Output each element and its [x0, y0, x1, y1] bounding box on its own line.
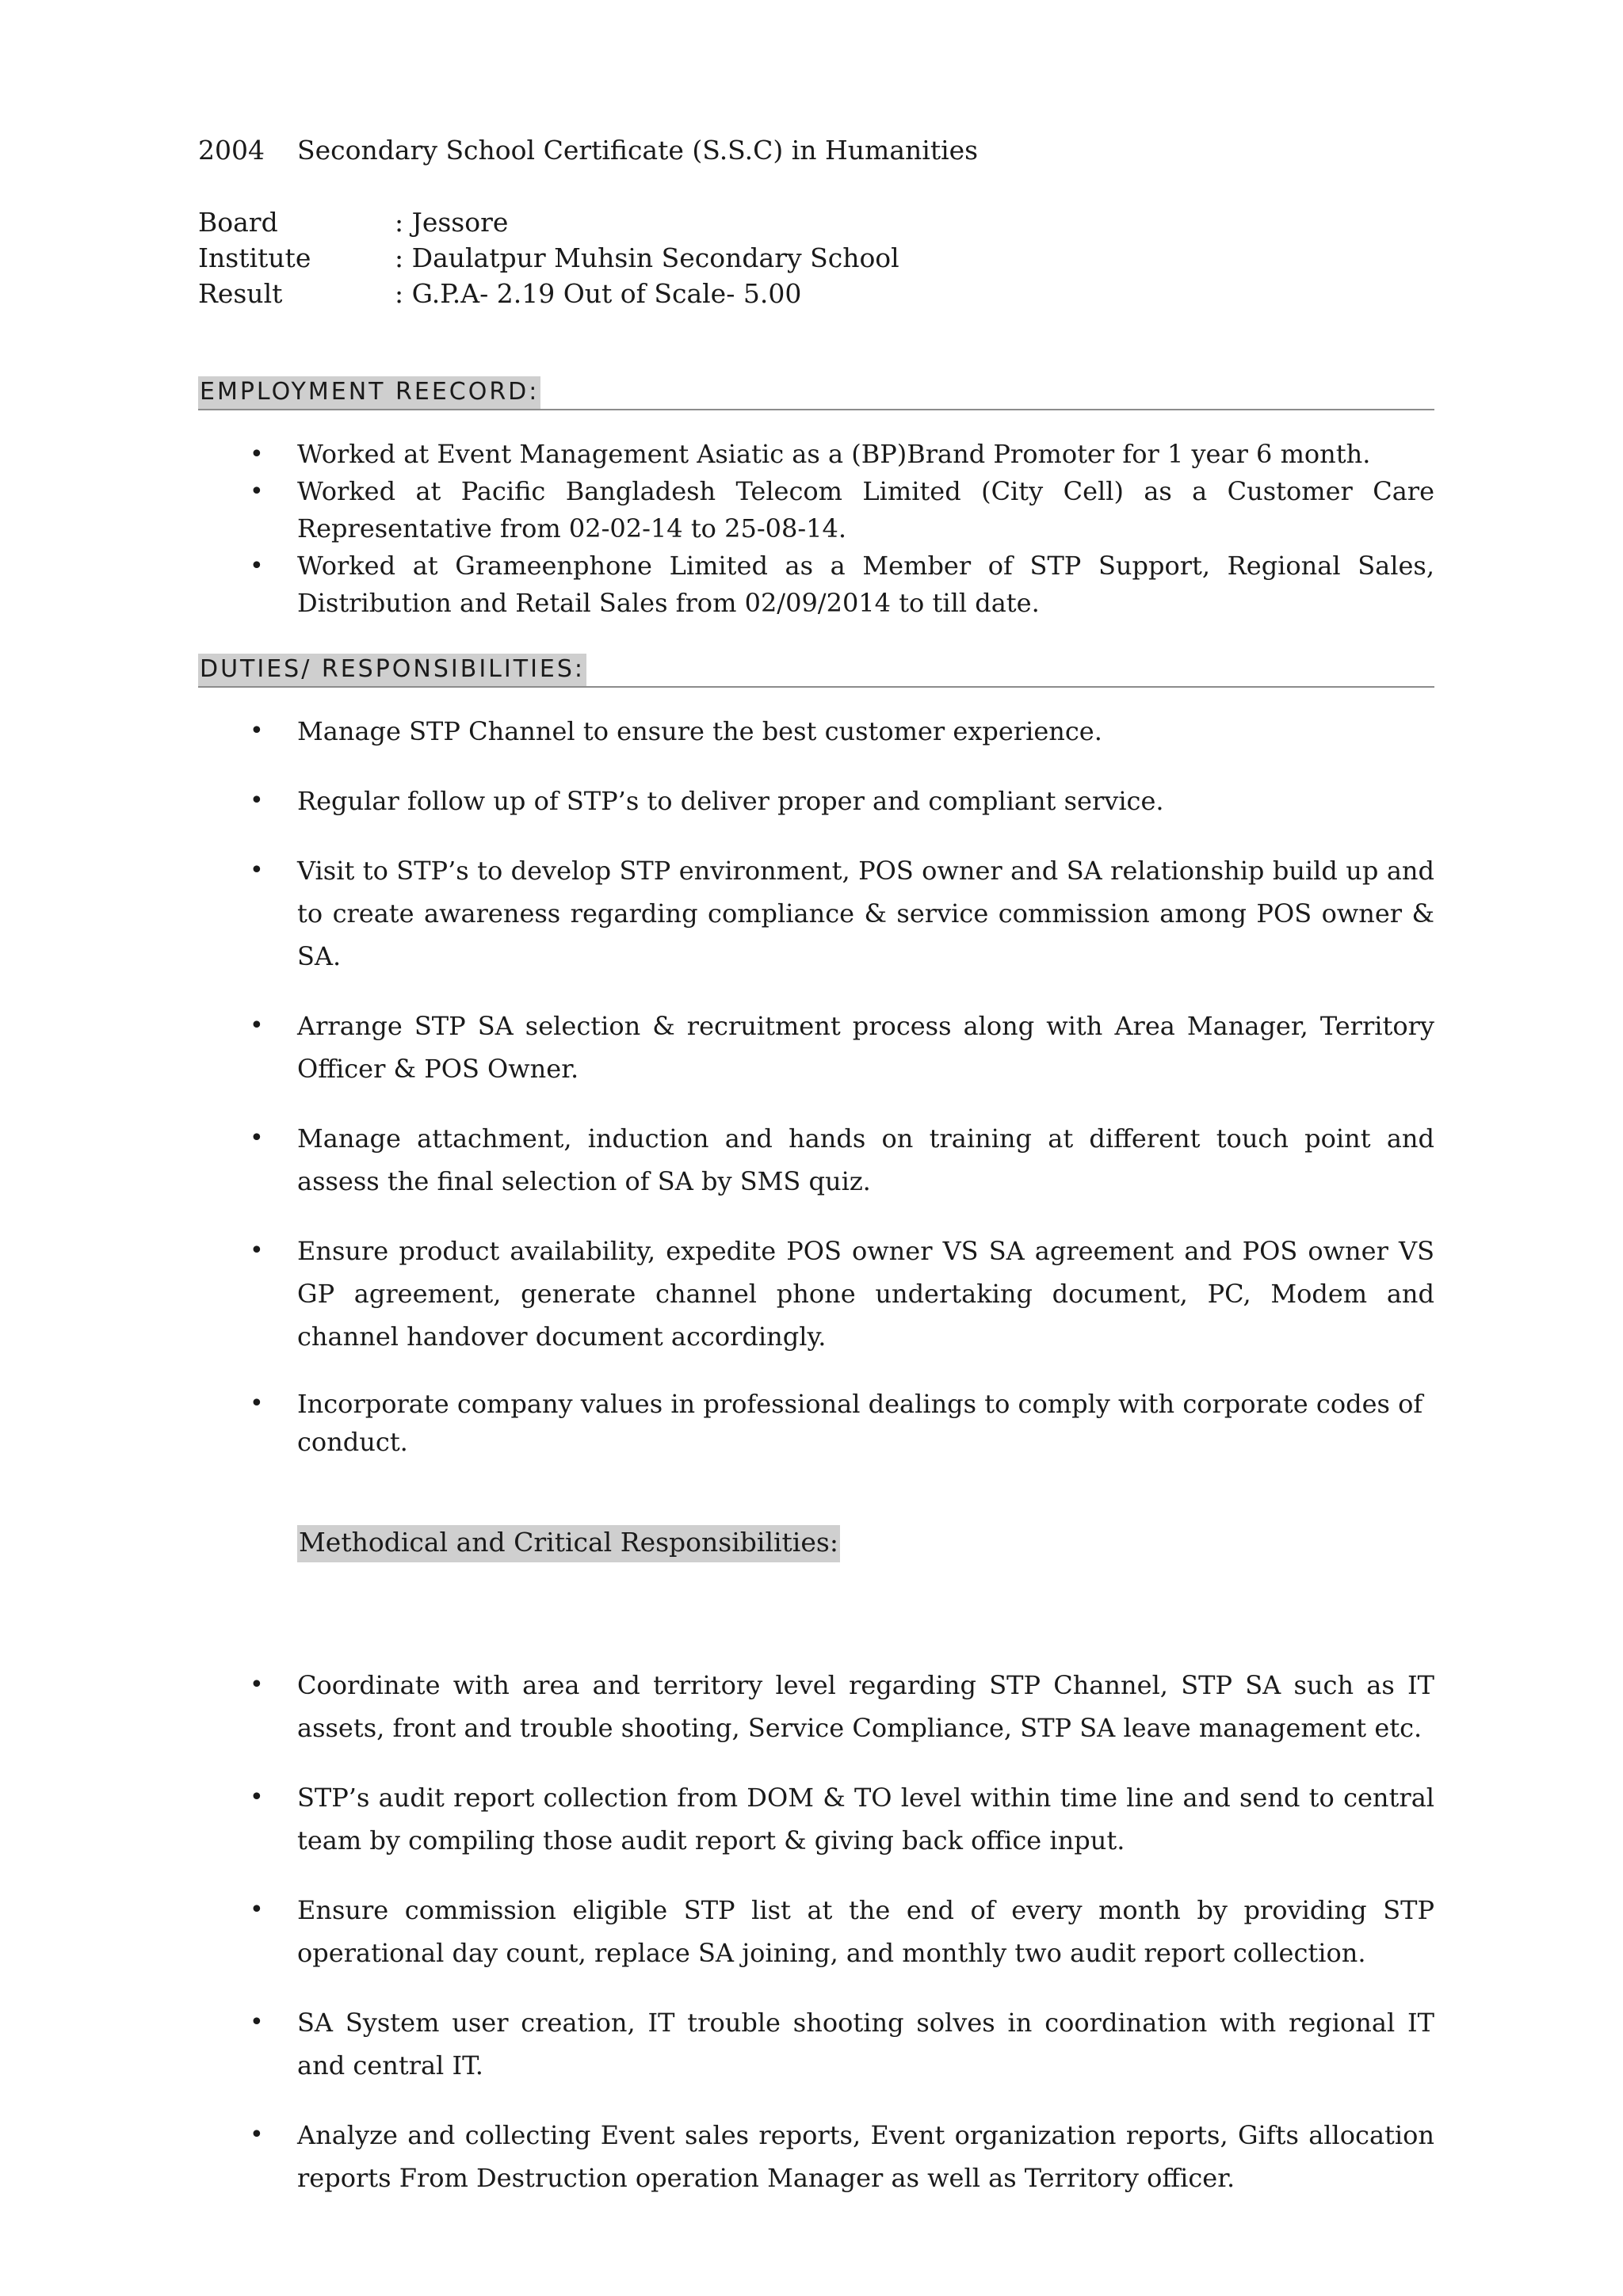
employment-heading-text: EMPLOYMENT REECORD:: [198, 376, 540, 409]
list-item-text: Arrange STP SA selection & recruitment process along with Area Manager, Territory Officer & POS Owner.: [297, 1011, 1434, 1084]
critical-list: [198, 1664, 1434, 2226]
duties-list: [198, 710, 1434, 1488]
list-item-text: Worked at Grameenphone Limited as a Member of STP Support, Regional Sales, Distribution and Retail Sales from 02/09/2014 to till date.: [297, 551, 1434, 618]
list-item: [198, 849, 1434, 978]
education-label: Result: [198, 278, 283, 309]
bullet-icon: •: [250, 1012, 264, 1039]
bullet-icon: •: [250, 1124, 264, 1152]
critical-heading: [297, 1527, 840, 1558]
list-item-text: STP’s audit report collection from DOM & TO level within time line and send to central team by compiling those audit report & giving back office input.: [297, 1783, 1434, 1855]
list-item-text: SA System user creation, IT trouble shooting solves in coordination with regional IT and central IT.: [297, 2008, 1434, 2081]
bullet-icon: •: [250, 552, 264, 580]
list-item-text: Visit to STP’s to develop STP environment, POS owner and SA relationship build up and to create awareness regarding compliance & service commission among POS owner & SA.: [297, 856, 1434, 971]
list-item: [198, 780, 1434, 822]
list-item-text: Regular follow up of STP’s to deliver proper and compliant service.: [297, 786, 1164, 816]
list-item-text: Worked at Pacific Bangladesh Telecom Limited (City Cell) as a Customer Care Representative from 02-02-14 to 25-08-14.: [297, 476, 1434, 543]
bullet-icon: •: [250, 441, 264, 468]
list-item-text: Analyze and collecting Event sales reports, Event organization reports, Gifts allocation reports From Destruction operation Manager as well as Territory officer.: [297, 2120, 1434, 2193]
bullet-icon: •: [250, 717, 264, 745]
bullet-icon: •: [250, 1671, 264, 1699]
education-row-result: [198, 276, 899, 311]
education-year: 2004: [198, 135, 265, 166]
bullet-icon: •: [250, 1783, 264, 1811]
list-item: [198, 1776, 1434, 1862]
bullet-icon: •: [250, 1390, 264, 1417]
education-row-board: [198, 204, 899, 240]
list-item: [198, 1230, 1434, 1358]
bullet-icon: •: [250, 2121, 264, 2149]
list-item: [198, 710, 1434, 753]
critical-heading-text: Methodical and Critical Responsibilities:: [297, 1525, 840, 1562]
list-item: [198, 2001, 1434, 2087]
duties-heading: [198, 653, 1434, 688]
education-row-institute: [198, 240, 899, 276]
list-item-text: Worked at Event Management Asiatic as a (BP)Brand Promoter for 1 year 6 month.: [297, 439, 1371, 469]
list-item: [198, 1889, 1434, 1974]
list-item-text: Manage STP Channel to ensure the best customer experience.: [297, 716, 1102, 746]
duties-heading-text: DUTIES/ RESPONSIBILITIES:: [198, 654, 586, 686]
list-item-text: Coordinate with area and territory level regarding STP Channel, STP SA such as IT assets, front and trouble shooting, Service Compliance, STP SA leave management etc.: [297, 1670, 1434, 1743]
bullet-icon: •: [250, 1237, 264, 1264]
education-value: : Jessore: [395, 207, 509, 238]
education-value: : Daulatpur Muhsin Secondary School: [395, 242, 899, 273]
list-item-text: Incorporate company values in professional dealings to comply with corporate codes of conduct.: [297, 1389, 1423, 1457]
education-details: [198, 204, 899, 311]
list-item-text: Ensure product availability, expedite POS owner VS SA agreement and POS owner VS GP agreement, generate channel phone undertaking document, PC, Modem and channel handover document accordingly.: [297, 1236, 1434, 1352]
education-heading: [198, 135, 978, 166]
list-item: [198, 1005, 1434, 1090]
list-item: [198, 436, 1434, 473]
list-item-text: Manage attachment, induction and hands on training at different touch point and assess the final selection of SA by SMS quiz.: [297, 1123, 1434, 1196]
list-item: [198, 1117, 1434, 1203]
list-item: [198, 1664, 1434, 1749]
education-label: Board: [198, 207, 278, 238]
bullet-icon: •: [250, 856, 264, 884]
list-item-text: Ensure commission eligible STP list at the end of every month by providing STP operational day count, replace SA joining, and monthly two audit report collection.: [297, 1895, 1434, 1968]
list-item: [198, 2114, 1434, 2199]
list-item: [198, 473, 1434, 547]
bullet-icon: •: [250, 478, 264, 505]
education-title: Secondary School Certificate (S.S.C) in Humanities: [297, 135, 979, 166]
list-item: [198, 1385, 1434, 1461]
education-value: : G.P.A- 2.19 Out of Scale- 5.00: [395, 278, 802, 309]
list-item: [198, 547, 1434, 622]
employment-heading: [198, 376, 1434, 410]
bullet-icon: •: [250, 1896, 264, 1924]
employment-list: [198, 436, 1434, 622]
bullet-icon: •: [250, 787, 264, 814]
education-label: Institute: [198, 242, 311, 273]
bullet-icon: •: [250, 2008, 264, 2036]
